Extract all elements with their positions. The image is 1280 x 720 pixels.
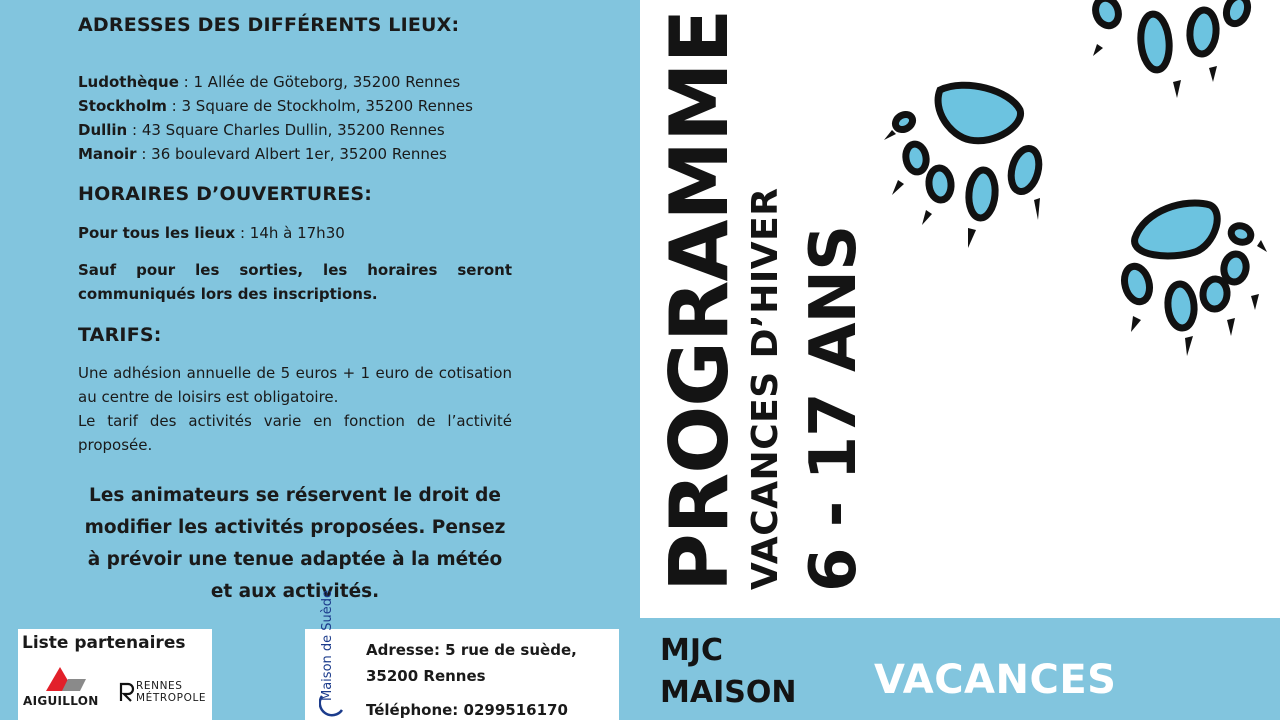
programme-title: PROGRAMME (653, 9, 746, 592)
winter-holidays-subtitle: VACANCES D’HIVER (745, 187, 786, 590)
tarifs-activities: Le tarif des activités varie en fonction de l’activité proposée. (78, 412, 512, 454)
maison-logo-arc-icon (319, 694, 345, 720)
maison-de-suede-logo: Maison de Suède (320, 589, 335, 701)
partners-card (18, 629, 212, 720)
organizers-notice: Les animateurs se réservent le droit de modifier les activités proposées. Pensez à prévoir une tenue adaptée à la météo et aux activités. (84, 485, 506, 602)
address-item: Ludothèque : 1 Allée de Göteborg, 35200 Rennes (78, 73, 461, 91)
aiguillon-name: AIGUILLON (23, 694, 99, 708)
contact-address-line2: 35200 Rennes (366, 667, 486, 685)
hours-text: Pour tous les lieux : 14h à 17h30 (78, 224, 345, 242)
address-item: Stockholm : 3 Square de Stockholm, 35200 Rennes (78, 97, 473, 115)
rennes-metropole-logo (118, 681, 138, 703)
addresses-list (78, 70, 473, 166)
tarifs-membership: Une adhésion annuelle de 5 euros + 1 euro de cotisation au centre de loisirs est obligatoire. (78, 364, 512, 406)
addresses-heading: ADRESSES DES DIFFÉRENTS LIEUX: (78, 14, 460, 36)
rennes-metropole-name: RENNES MÉTROPOLE (136, 680, 207, 704)
vacances-banner: VACANCES (874, 657, 1117, 703)
contact-phone: Téléphone: 0299516170 (366, 701, 568, 719)
tarifs-heading: TARIFS: (78, 324, 162, 346)
address-item: Dullin : 43 Square Charles Dullin, 35200 Rennes (78, 121, 445, 139)
contact-address-line1: Adresse: 5 rue de suède, (366, 641, 577, 659)
contact-card (305, 589, 619, 720)
partners-title: Liste partenaires (22, 633, 186, 653)
paw-print-icon (1085, 0, 1265, 110)
age-range: 6 - 17 ANS (797, 225, 871, 592)
outings-note: Sauf pour les sorties, les horaires seront communiqués lors des inscriptions. (78, 261, 512, 303)
paw-print-icon (870, 70, 1050, 250)
paw-print-icon (1115, 190, 1280, 360)
address-item: Manoir : 36 boulevard Albert 1er, 35200 Rennes (78, 145, 447, 163)
hours-heading: HORAIRES D’OUVERTURES: (78, 183, 373, 205)
organization-name: MJC MAISON (660, 633, 797, 710)
